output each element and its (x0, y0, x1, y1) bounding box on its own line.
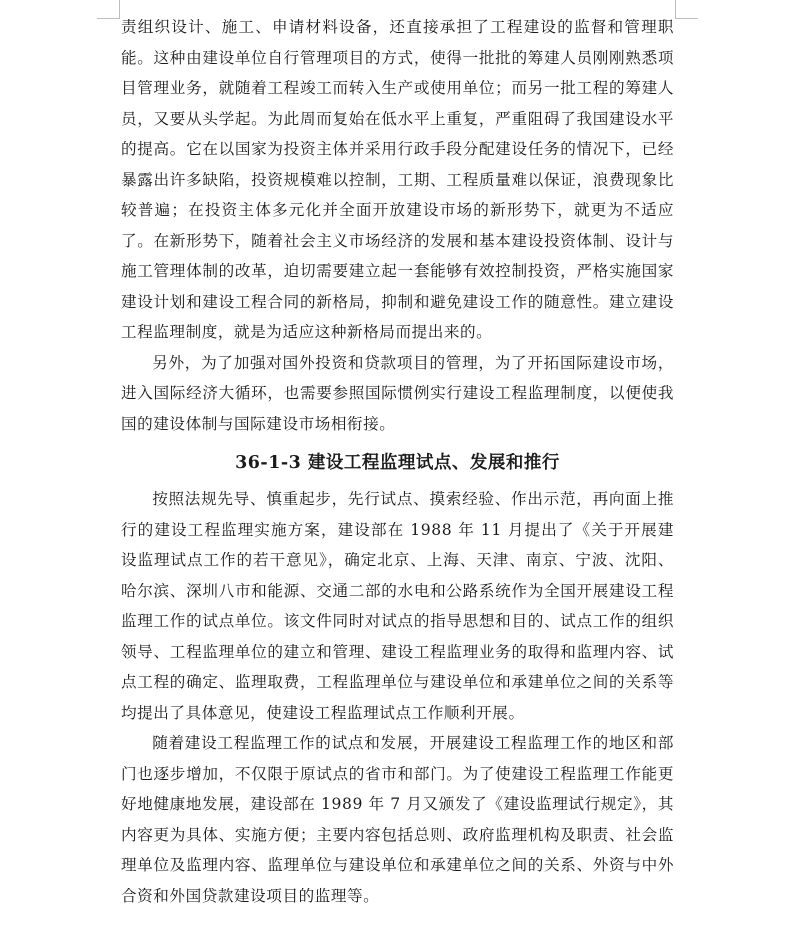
section-heading: 36-1-3 建设工程监理试点、发展和推行 (235, 453, 560, 473)
paragraph-pilot-program: 按照法规先导、慎重起步，先行试点、摸索经验、作出示范，再向面上推行的建设工程监理实施方案，建设部在 1988 年 11 月提出了《关于开展建设监理试点工作的若干意见》，确定北京、上海、天津、南京、宁波、沈阳、哈尔滨、深圳八市和能源、交通二部的水电和公路系统作为全国开展建设工程监理工作的试点单位。该文件同时对试点的指导思想和目的、试点工作的组织领导、工程监理单位的建立和管理、建设工程监理业务的取得和监理内容、试点工程的确定、监理取费，工程监理单位与建设单位和承建单位之间的关系等均提出了具体意见，使建设工程监理试点工作顺利开展。 (121, 490, 674, 722)
paragraph-development: 随着建设工程监理工作的试点和发展，开展建设工程监理工作的地区和部门也逐步增加，不仅限于原试点的省市和部门。为了使建设工程监理工作能更好地健康地发展，建设部在 1989 年 7 月又颁发了《建设监理试行规定》，其内容更为具体、实施方便；主要内容包括总则、政府监理机构及职责、社会监理单位及监理内容、监理单位与建设单位和承建单位之间的关系、外资与中外合资和外国贷款建设项目的监理等。 (121, 734, 674, 905)
paragraph-foreign-investment: 另外，为了加强对国外投资和贷款项目的管理，为了开拓国际建设市场，进入国际经济大循环，也需要参照国际惯例实行建设工程监理制度，以便使我国的建设体制与国际建设市场相衔接。 (121, 353, 674, 433)
document-body (121, 12, 674, 911)
paragraph-continued: 责组织设计、施工、申请材料设备，还直接承担了工程建设的监督和管理职能。这种由建设单位自行管理项目的方式，使得一批批的筹建人员刚刚熟悉项目管理业务，就随着工程竣工而转入生产或使用单位；而另一批工程的筹建人员，又要从头学起。为此周而复始在低水平上重复，严重阻碍了我国建设水平的提高。它在以国家为投资主体并采用行政手段分配建设任务的情况下，已经暴露出许多缺陷，投资规模难以控制，工期、工程质量难以保证，浪费现象比较普遍；在投资主体多元化并全面开放建设市场的新形势下，就更为不适应了。在新形势下，随着社会主义市场经济的发展和基本建设投资体制、设计与施工管理体制的改革，迫切需要建立起一套能够有效控制投资，严格实施国家建设计划和建设工程合同的新格局，抑制和避免建设工作的随意性。建立建设工程监理制度，就是为适应这种新格局而提出来的。 (121, 18, 674, 341)
top-left-crop-mark (97, 0, 120, 19)
top-right-crop-mark (675, 0, 698, 19)
